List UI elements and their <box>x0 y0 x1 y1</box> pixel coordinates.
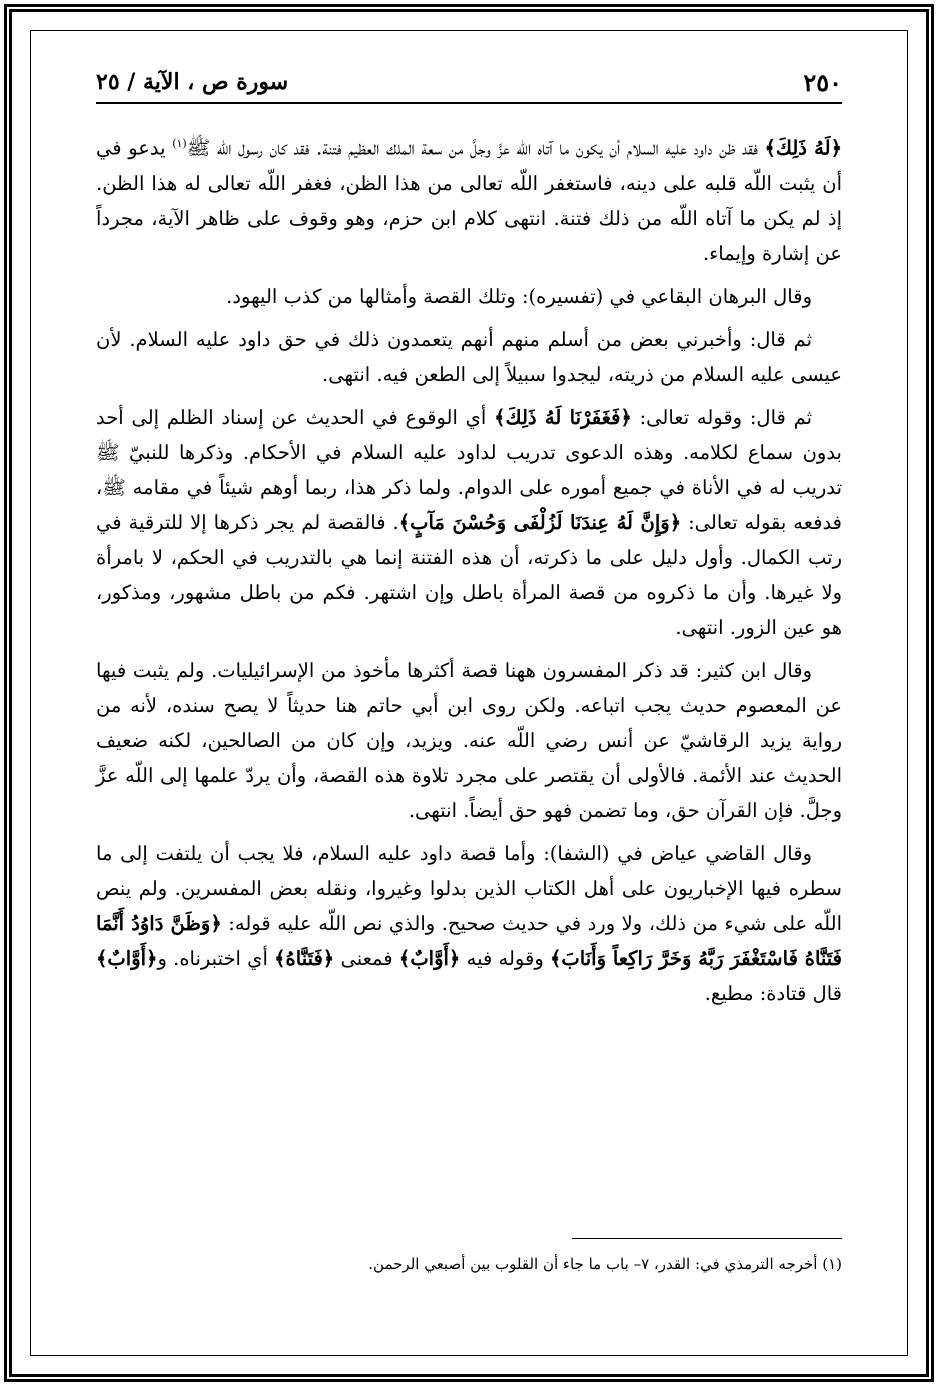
paragraph <box>96 322 842 392</box>
paragraph-text: قال قتادة: مطيع. <box>704 981 842 1005</box>
paragraph <box>96 279 842 314</box>
paragraph-text: وقوله فيه <box>460 946 550 970</box>
paragraph <box>96 653 842 828</box>
paragraph-text: فقد ظن داود عليه السلام أن يكون ما آتاه اللّه عزَّ وجلَّ من سعة الملك العظيم فتنة. فقد كان رسول اللّه ﷺ <box>186 136 765 160</box>
quran-verse: ﴿لَهُ ذَلِكَ﴾ <box>764 136 842 160</box>
paragraph <box>96 126 842 271</box>
paragraph-text: . فالقصة لم يجر ذكرها إلا للترقية في رتب الكمال. وأول دليل على ما ذكرته، أن هذه الفتنة إنما هي بالتدريب في الحكم، لا بامرأة ولا غيرها. وأن ما ذكروه من قصة المرأة باطل وإن اشتهر. فكم من باطل مشهور، ومذكور، هو عين الزور. انتهى. <box>96 510 842 639</box>
paragraph <box>96 836 842 1011</box>
paragraph <box>96 400 842 645</box>
paragraph-text: أي اختبرناه. و <box>157 946 275 970</box>
running-header <box>96 62 842 104</box>
paragraph-text: فمعنى <box>334 946 399 970</box>
page-number: ٢٥٠ <box>803 67 842 97</box>
quran-verse: ﴿وَإِنَّ لَهُ عِندَنَا لَزُلْفَى وَحُسْنَ مَآبٍ﴾ <box>398 510 682 534</box>
footnote: (١) أخرجه الترمذي في: القدر، ٧– باب ما جاء أن القلوب بين أصبعي الرحمن. <box>368 1255 842 1273</box>
quran-verse: ﴿فَتَنَّاهُ﴾ <box>274 946 335 970</box>
surah-title: سورة ص ، الآية / ٢٥ <box>96 69 289 95</box>
paragraph-text: وقال ابن كثير: قد ذكر المفسرون ههنا قصة أكثرها مأخوذ من الإسرائيليات. ولم يثبت فيها عن المعصوم حديث يجب اتباعه. ولكن روى ابن أبي حاتم هنا حديثاً لا يصح سنده، لأنه من رواية يزيد الرقاشيّ عن أنس رضي اللّه عنه. ويزيد، وإن كان من الصالحين، لكنه ضعيف الحديث عند الأئمة. فالأولى أن يقتصر على مجرد تلاوة هذه القصة، وأن يردّ علمها إلى اللّه عزَّ وجلَّ. فإن القرآن حق، وما تضمن فهو حق أيضاً. انتهى. <box>96 658 842 822</box>
paragraph-text: ثم قال: وقوله تعالى: <box>631 405 812 429</box>
paragraph-text: أي الوقوع في الحديث عن إسناد الظلم إلى أحد بدون سماع لكلامه. وهذه الدعوى تدريب لداود عليه السلام في الأحكام. وذكرها للنبيّ ﷺ تدريب له في الأناة في جميع أموره على الدوام. ولما ذكر هذا، ربما أوهم شيئاً في مقامه ﷺ، فدفعه بقوله تعالى: <box>96 405 842 534</box>
footnote-ref: (١) <box>172 137 187 150</box>
quran-verse: ﴿أَوَّابٌ﴾ <box>96 946 158 970</box>
quran-verse: ﴿وَظَنَّ دَاوُدُ أَنَّمَا فَتَنَّاهُ فَاسْتَغْفَرَ رَبَّهُ وَخَرَّ رَاكِعاً وَأَنَابَ﴾ <box>96 911 842 970</box>
quran-verse: ﴿أَوَّابٌ﴾ <box>398 946 461 970</box>
main-text <box>96 126 842 1019</box>
paragraph-text: وقال البرهان البقاعي في (تفسيره): وتلك القصة وأمثالها من كذب اليهود. <box>226 284 812 308</box>
paragraph-text: ثم قال: وأخبرني بعض من أسلم منهم أنهم يتعمدون ذلك في حق داود عليه السلام. لأن عيسى عليه السلام من ذريته، ليجدوا سبيلاً إلى الطعن فيه. انتهى. <box>96 327 842 386</box>
quran-verse: ﴿فَغَفَرْنَا لَهُ ذَلِكَ﴾ <box>494 405 632 429</box>
footnote-divider <box>572 1238 842 1239</box>
paragraph-text: يدعو في أن يثبت اللّه قلبه على دينه، فاستغفر اللّه تعالى من هذا الظن، فغفر اللّه تعالى له هذا الظن. إذ لم يكن ما آتاه اللّه من ذلك فتنة. انتهى كلام ابن حزم، وهو وقوف على ظاهر الآية، مجرداً عن إشارة وإيماء. <box>96 136 842 265</box>
paragraph-text: وقال القاضي عياض في (الشفا): وأما قصة داود عليه السلام، فلا يجب أن يلتفت إلى ما سطره فيها الإخباريون على أهل الكتاب الذين بدلوا وغيروا، ونقله بعض المفسرين. ولم ينص اللّه على شيء من ذلك، ولا ورد في حديث صحيح. والذي نص اللّه عليه قوله: <box>96 841 842 935</box>
